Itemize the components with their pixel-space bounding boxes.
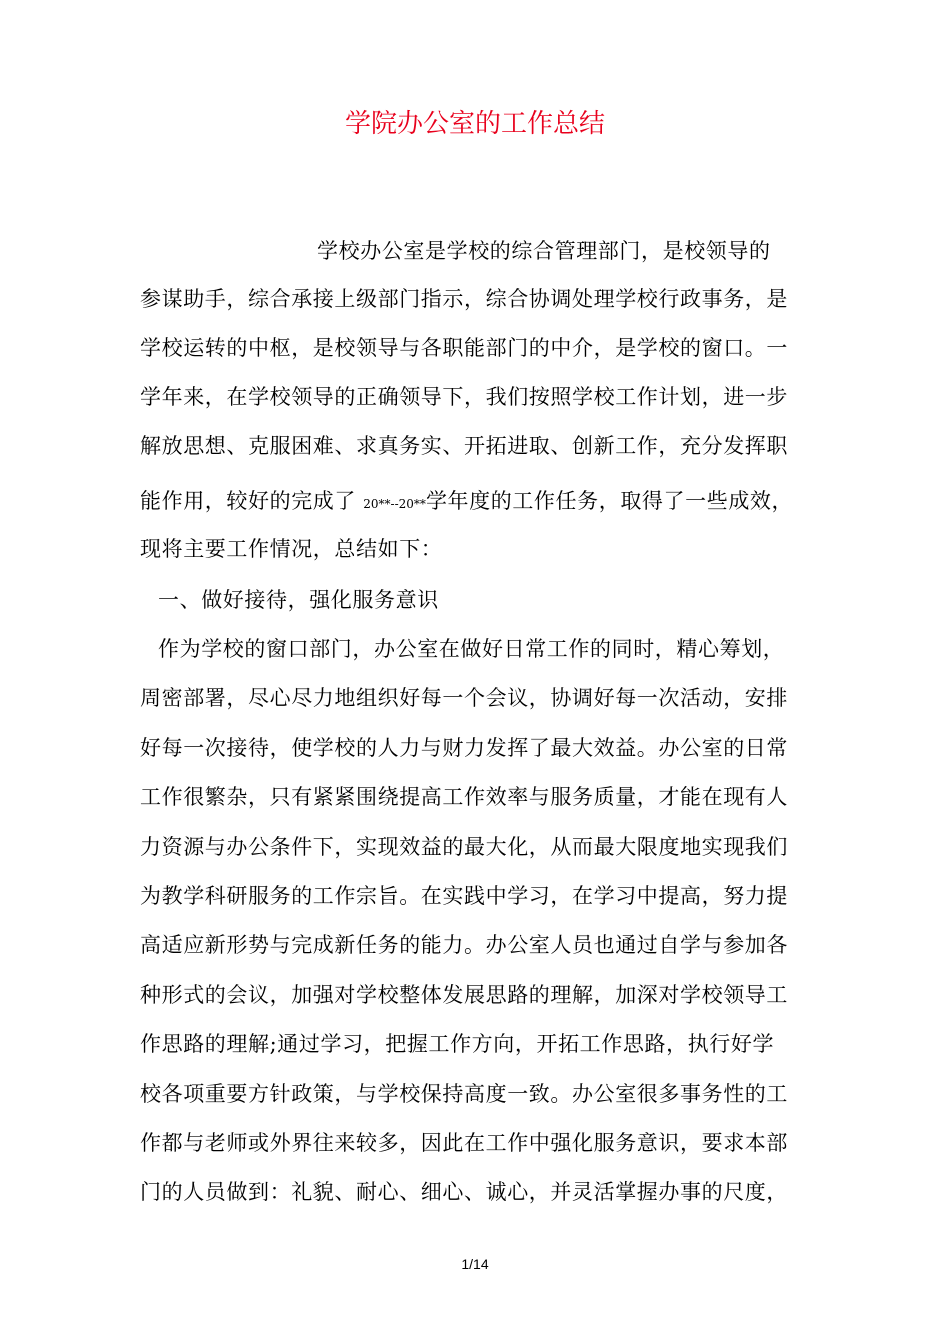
- paragraph-line: 校各项重要方针政策，与学校保持高度一致。办公室很多事务性的工: [140, 1082, 788, 1106]
- paragraph-line: 解放思想、克服困难、求真务实、开拓进取、创新工作，充分发挥职: [140, 434, 788, 458]
- paragraph-line: 高适应新形势与完成新任务的能力。办公室人员也通过自学与参加各: [140, 933, 788, 957]
- paragraph-line: 学校运转的中枢，是校领导与各职能部门的中介，是学校的窗口。一: [140, 336, 788, 360]
- line-text: 学年度的工作任务，取得了一些成效，: [425, 489, 794, 513]
- document-title: 学院办公室的工作总结: [344, 109, 605, 139]
- page-number: 1/14: [461, 1256, 489, 1272]
- paragraph-line: 周密部署，尽心尽力地组织好每一个会议，协调好每一次活动，安排: [140, 686, 788, 710]
- paragraph-line: 好每一次接待，使学校的人力与财力发挥了最大效益。办公室的日常: [140, 736, 788, 760]
- line-text: 能作用，较好的完成了: [140, 489, 364, 513]
- paragraph-line: 种形式的会议，加强对学校整体发展思路的理解，加深对学校领导工: [140, 983, 788, 1007]
- year-range: 20**--20**: [363, 497, 426, 511]
- paragraph-line: 工作很繁杂，只有紧紧围绕提高工作效率与服务质量，才能在现有人: [140, 785, 788, 809]
- paragraph-line: 作为学校的窗口部门，办公室在做好日常工作的同时，精心筹划，: [158, 637, 785, 661]
- paragraph-line: 学校办公室是学校的综合管理部门，是校领导的: [317, 239, 771, 263]
- paragraph-line: [140, 486, 830, 519]
- paragraph-line: 现将主要工作情况，总结如下：: [140, 537, 443, 561]
- paragraph-line: 作思路的理解;通过学习，把握工作方向，开拓工作思路，执行好学: [140, 1032, 775, 1056]
- paragraph-line: 力资源与办公条件下，实现效益的最大化，从而最大限度地实现我们: [140, 835, 788, 859]
- paragraph-line: 门的人员做到：礼貌、耐心、细心、诚心，并灵活掌握办事的尺度，: [140, 1180, 788, 1204]
- paragraph-line: 学年来，在学校领导的正确领导下，我们按照学校工作计划，进一步: [140, 385, 788, 409]
- paragraph-line: 为教学科研服务的工作宗旨。在实践中学习，在学习中提高，努力提: [140, 884, 788, 908]
- paragraph-line: 作都与老师或外界往来较多，因此在工作中强化服务意识，要求本部: [140, 1131, 788, 1155]
- section-heading: 一、做好接待，强化服务意识: [158, 588, 439, 612]
- paragraph-line: 参谋助手，综合承接上级部门指示，综合协调处理学校行政事务，是: [140, 287, 788, 311]
